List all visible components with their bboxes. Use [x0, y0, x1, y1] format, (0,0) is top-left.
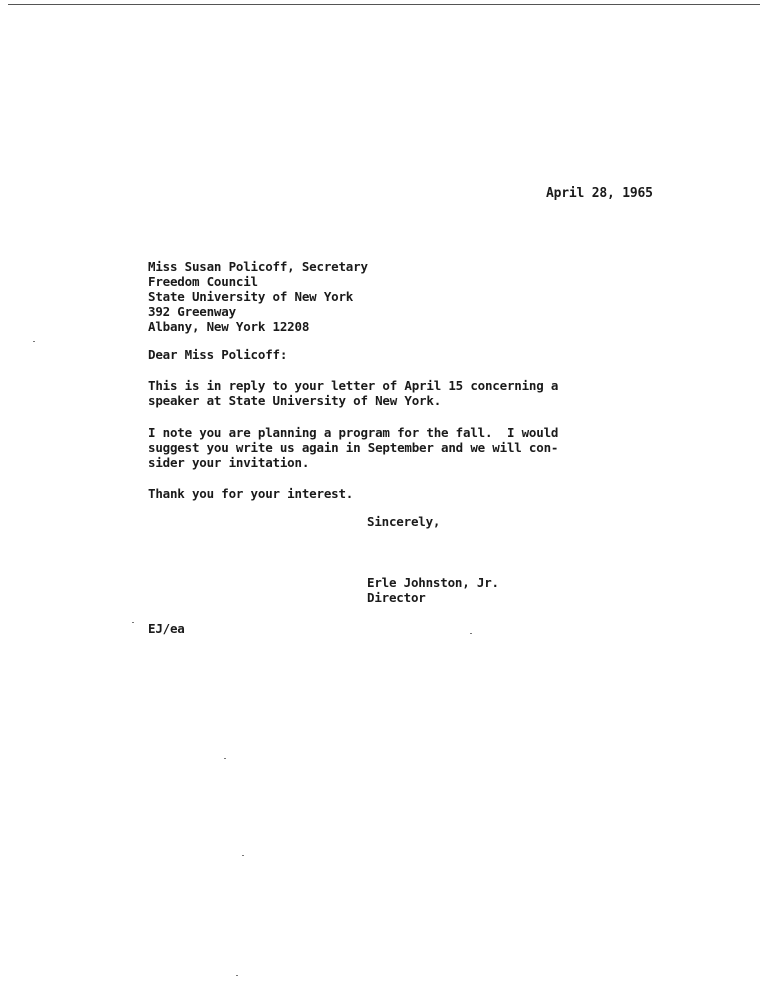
- paragraph-line: suggest you write us again in September and we will con-: [148, 440, 559, 455]
- paragraph-line: I note you are planning a program for the fall. I would: [148, 425, 559, 440]
- recipient-line: Freedom Council: [148, 274, 258, 289]
- scan-speck: [236, 975, 238, 976]
- letter-date: April 28, 1965: [546, 186, 653, 201]
- recipient-line: State University of New York: [148, 289, 354, 304]
- recipient-line: Albany, New York 12208: [148, 319, 310, 334]
- top-rule: [8, 4, 760, 5]
- recipient-line: 392 Greenway: [148, 304, 236, 319]
- closing: Sincerely,: [367, 514, 441, 529]
- typist-initials: EJ/ea: [148, 621, 185, 636]
- recipient-line: Miss Susan Policoff, Secretary: [148, 259, 368, 274]
- scan-speck: [224, 758, 226, 759]
- paragraph-line: Thank you for your interest.: [148, 486, 354, 501]
- scan-speck: [242, 855, 244, 856]
- signer-title: Director: [367, 590, 426, 605]
- scan-speck: [33, 341, 35, 342]
- paragraph-line: speaker at State University of New York.: [148, 393, 442, 408]
- signer-name: Erle Johnston, Jr.: [367, 575, 499, 590]
- paragraph-line: sider your invitation.: [148, 455, 310, 470]
- paragraph-line: This is in reply to your letter of April 15 concerning a: [148, 378, 559, 393]
- scan-speck: [132, 622, 134, 623]
- scan-speck: [470, 633, 472, 634]
- salutation: Dear Miss Policoff:: [148, 347, 288, 362]
